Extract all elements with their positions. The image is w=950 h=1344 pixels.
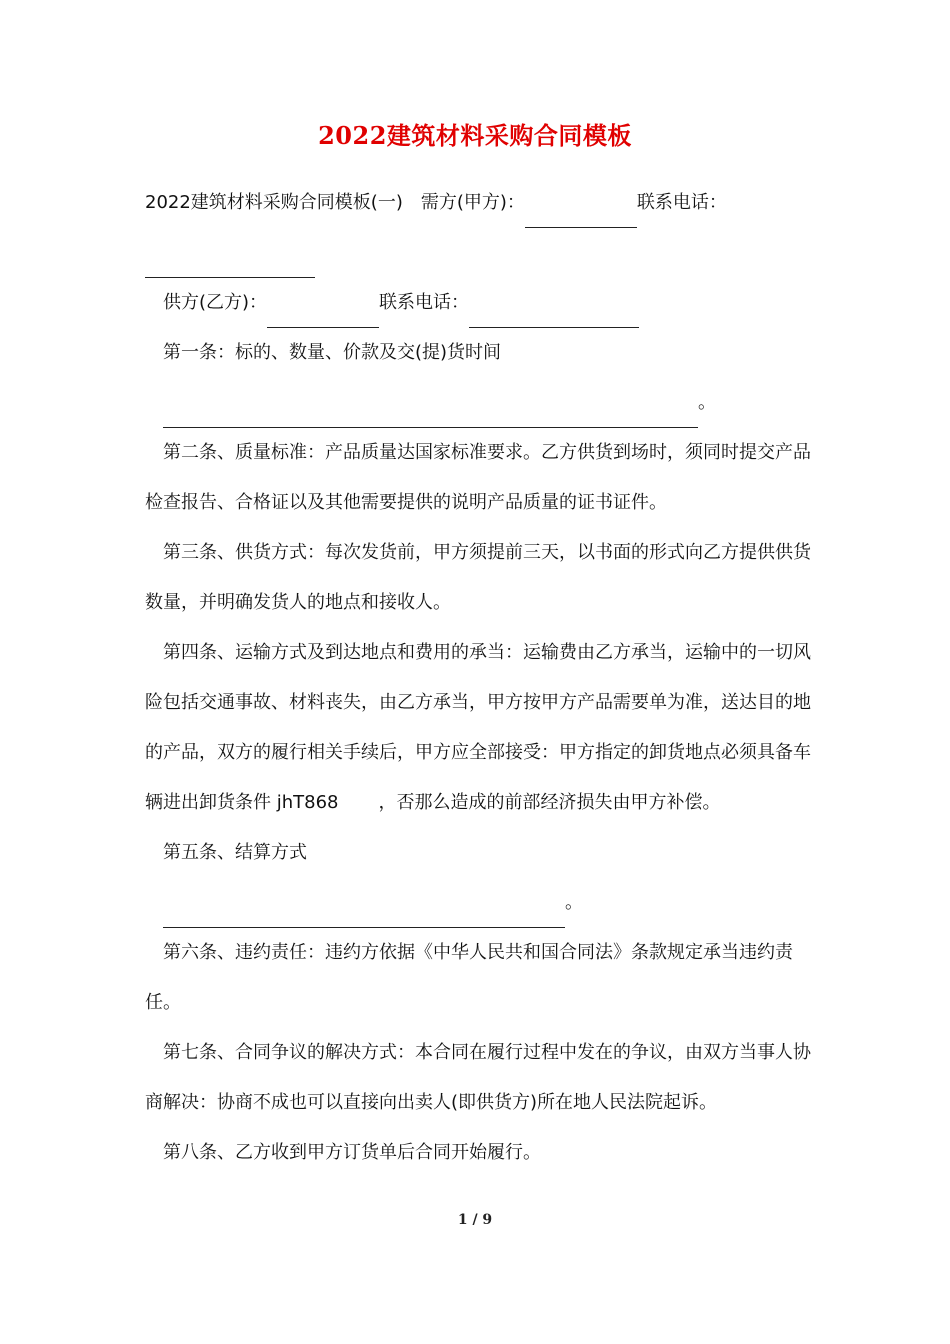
buyer-phone-blank — [145, 247, 315, 278]
document-title: 2022建筑材料采购合同模板 — [318, 121, 632, 150]
article-1-blank-line — [145, 378, 817, 428]
article-2: 第二条、质量标准：产品质量达国家标准要求。乙方供货到场时，须同时提交产品检查报告、合格证以及其他需要提供的说明产品质量的证书证件。 — [145, 442, 811, 513]
article-4 — [145, 628, 817, 828]
article-1: 第一条：标的、数量、价款及交(提)货时间 — [163, 342, 502, 363]
article-5: 第五条、结算方式 — [163, 842, 307, 863]
buyer-label: 2022建筑材料采购合同模板(一) 需方(甲方)： — [145, 192, 525, 213]
article-5-blank — [163, 897, 565, 928]
seller-phone-blank — [469, 297, 639, 328]
seller-name-blank — [267, 297, 379, 328]
article-7: 第七条、合同争议的解决方式：本合同在履行过程中发在的争议，由双方当事人协商解决：协商不成也可以直接向出卖人(即供货方)所在地人民法院起诉。 — [145, 1042, 811, 1113]
buyer-name-blank — [525, 197, 637, 228]
parties-buyer-line — [145, 178, 817, 278]
document-body — [145, 178, 817, 1178]
article-4-text-b: ，否那么造成的前部经济损失由甲方补偿。 — [378, 792, 721, 813]
article-1-period: 。 — [698, 392, 716, 413]
seller-phone-label: 联系电话： — [379, 292, 470, 313]
seller-label: 供方(乙方)： — [163, 292, 268, 313]
buyer-phone-label: 联系电话： — [636, 192, 727, 213]
article-5-blank-line — [145, 878, 817, 928]
article-3: 第三条、供货方式：每次发货前，甲方须提前三天，以书面的形式向乙方提供供货数量，并明确发货人的地点和接收人。 — [145, 542, 811, 613]
article-5-period: 。 — [565, 892, 583, 913]
parties-seller-line — [145, 278, 817, 328]
page-indicator: 1 / 9 — [457, 1212, 493, 1228]
article-8: 第八条、乙方收到甲方订货单后合同开始履行。 — [163, 1142, 541, 1163]
article-1-blank — [163, 397, 698, 428]
article-4-text-a: 第四条、运输方式及到达地点和费用的承当：运输费由乙方承当，运输中的一切风险包括交通事故、材料丧失，由乙方承当，甲方按甲方产品需要单为准，送达目的地的产品，双方的履行相关手续后，甲方应全部接受：甲方指定的卸货地点必须具备车辆进出卸货条件 jhT868 — [145, 642, 811, 813]
article-6: 第六条、违约责任：违约方依据《中华人民共和国合同法》条款规定承当违约责任。 — [145, 942, 793, 1013]
